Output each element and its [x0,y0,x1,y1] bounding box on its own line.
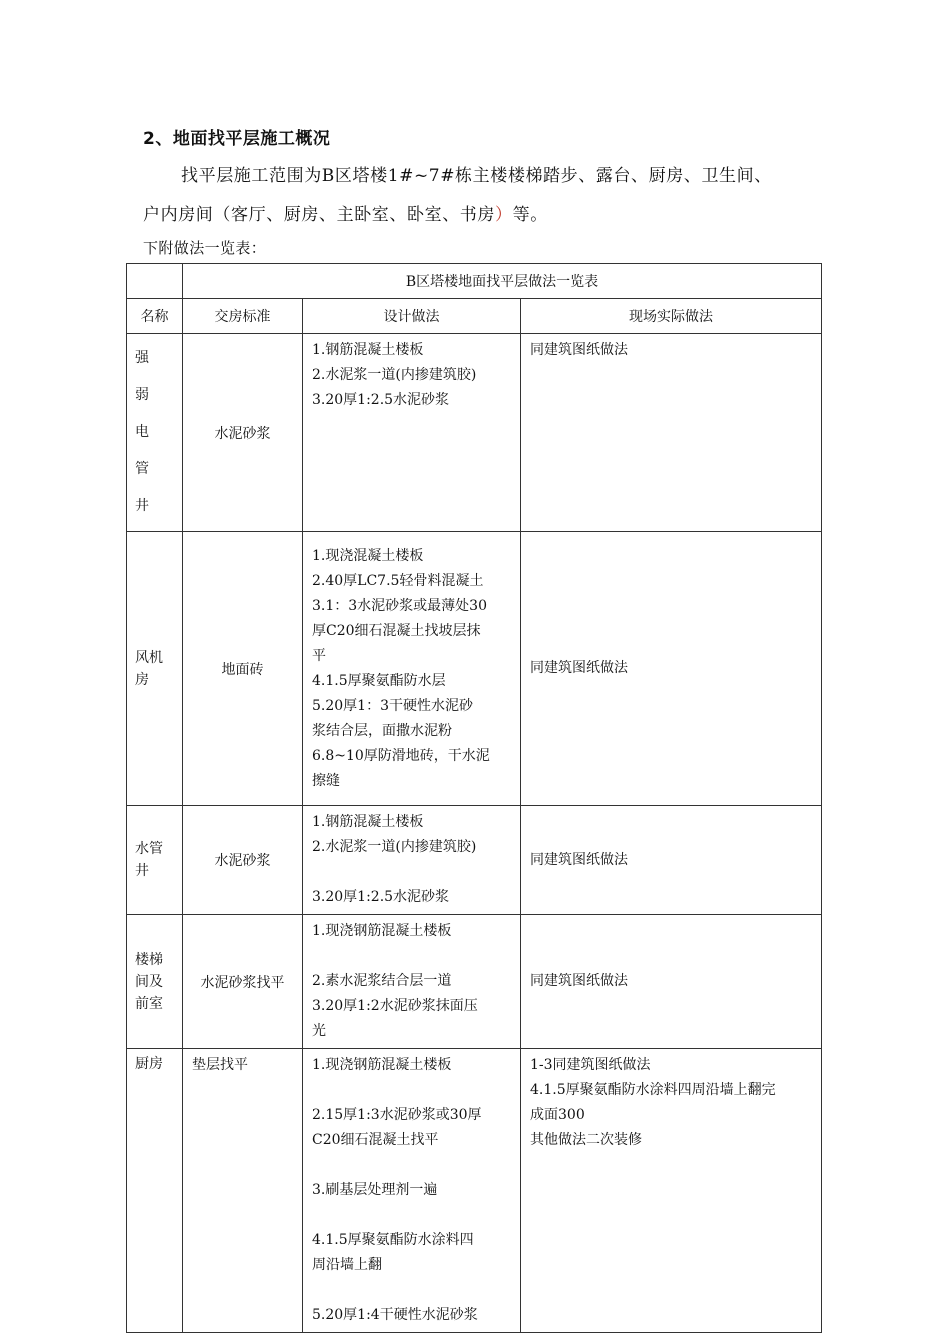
standard-cell [183,334,303,532]
design-line: 浆结合层，面撒水泥粉 [312,722,452,739]
section-heading: 2、地面找平层施工概况 [143,129,331,149]
actual-line: 成面300 [530,1107,585,1123]
header-name: 名称 [127,299,183,334]
standard-text: 地面砖 [221,661,264,678]
design-lines [303,334,520,417]
design-line: 3.20厚1:2.5水泥砂浆 [312,392,450,408]
design-line: 1.钢筋混凝土楼板 [312,814,424,830]
actual-lines [521,334,821,367]
actual-lines [521,844,821,877]
name-lines [127,838,182,882]
name-line: 电管 [135,424,163,477]
table-row [127,532,822,806]
design-line: 3.1：3水泥砂浆或最薄处30 [312,597,487,614]
name-lines [127,647,182,691]
standard-cell [183,915,303,1049]
actual-lines [521,1049,821,1157]
intro-paragraph-line-2 [143,200,548,225]
design-cell [303,806,521,915]
design-line: 周沿墙上翻 [312,1257,382,1273]
blank-line [312,860,512,885]
design-line: 2.40厚LC7.5轻骨料混凝土 [312,572,484,589]
design-cell [303,1049,521,1333]
design-line: 平 [312,647,326,664]
standard-cell [183,532,303,806]
design-line: 2.素水泥浆结合层一道 [312,973,452,989]
name-line: 厨房 [135,1056,163,1072]
name-line: 房 [135,671,149,688]
intro-text: 户内房间（客厅、厨房、主卧室、卧室、书房 [143,205,495,225]
name-line: 井 [135,863,149,879]
name-cell [127,334,183,532]
standard-cell [183,1049,303,1333]
design-line: 2.水泥浆一道(内掺建筑胶) [312,367,477,383]
design-line: 擦缝 [312,772,340,789]
design-line: 2.水泥浆一道(内掺建筑胶) [312,839,477,855]
design-line: 6.8~10厚防滑地砖，干水泥 [312,747,490,764]
design-line: 2.15厚1:3水泥砂浆或30厚 [312,1107,482,1123]
intro-paragraph-line-1: 找平层施工范围为B区塔楼1#~7#栋主楼楼梯踏步、露台、厨房、卫生间、 [181,166,772,186]
standard-text: 垫层找平 [192,1057,248,1073]
design-line: 1.现浇混凝土楼板 [312,547,424,564]
blank-line [312,944,512,969]
actual-line: 其他做法二次装修 [530,1132,642,1148]
name-cell [127,806,183,915]
design-cell [303,532,521,806]
table-caption: 下附做法一览表： [143,239,267,257]
design-cell [303,915,521,1049]
table-title: B区塔楼地面找平层做法一览表 [183,264,822,299]
blank-line [312,1203,512,1228]
design-lines [303,806,520,914]
actual-line: 4.1.5厚聚氨酯防水涂料四周沿墙上翻完 [530,1082,776,1098]
name-line: 楼梯 [135,951,163,968]
actual-line: 1-3同建筑图纸做法 [530,1057,651,1073]
design-line: 4.1.5厚聚氨酯防水涂料四 [312,1232,474,1248]
name-cell [127,915,183,1049]
actual-line: 同建筑图纸做法 [530,342,628,358]
design-line: 光 [312,1023,326,1039]
actual-line: 同建筑图纸做法 [530,851,628,868]
table-row [127,334,822,532]
name-lines [127,949,182,1015]
name-lines [127,1049,182,1075]
blank-line [312,1078,512,1103]
design-cell [303,334,521,532]
name-cell [127,1049,183,1333]
actual-cell [521,1049,822,1333]
name-line: 间及 [135,973,163,990]
standard-text: 水泥砂浆找平 [200,974,285,991]
title-row [127,264,822,299]
name-lines [127,334,182,531]
standard-text: 水泥砂浆 [214,425,271,442]
header-design: 设计做法 [303,299,521,334]
name-line: 风机 [135,649,163,666]
design-lines [303,915,520,1048]
header-actual: 现场实际做法 [521,299,822,334]
design-lines [303,1049,520,1332]
actual-cell [521,915,822,1049]
table-row [127,915,822,1049]
design-line: 1.钢筋混凝土楼板 [312,342,424,358]
design-line: 5.20厚1：3干硬性水泥砂 [312,697,473,714]
design-line: 5.20厚1:4干硬性水泥砂浆 [312,1307,478,1323]
header-standard: 交房标准 [183,299,303,334]
method-table [126,263,822,1333]
design-lines [303,540,520,798]
design-line: 1.现浇钢筋混凝土楼板 [312,1057,452,1073]
header-row [127,299,822,334]
blank-line [312,1153,512,1178]
name-line: 井 [135,498,163,514]
actual-cell [521,806,822,915]
actual-lines [521,965,821,998]
name-line: 水管 [135,841,163,857]
name-line: 前室 [135,995,163,1012]
actual-line: 同建筑图纸做法 [530,660,628,676]
actual-cell [521,532,822,806]
standard-text: 水泥砂浆 [214,853,271,869]
name-cell [127,532,183,806]
actual-line: 同建筑图纸做法 [530,973,628,989]
name-line: 强弱 [135,350,163,403]
actual-lines [521,652,821,685]
standard-cell [183,806,303,915]
design-line: C20细石混凝土找平 [312,1132,439,1148]
blank-line [312,1278,512,1303]
design-line: 4.1.5厚聚氨酯防水层 [312,672,446,689]
design-line: 3.20厚1:2水泥砂浆抹面压 [312,998,478,1014]
design-line: 3.刷基层处理剂一遍 [312,1182,438,1198]
table-row [127,1049,822,1333]
actual-cell [521,334,822,532]
table-row [127,806,822,915]
title-blank-cell [127,264,183,299]
design-line: 厚C20细石混凝土找坡层抹 [312,622,481,639]
design-line: 1.现浇钢筋混凝土楼板 [312,923,452,939]
closing-paren: ） [495,205,513,225]
intro-text-end: 等。 [512,205,548,225]
design-line: 3.20厚1:2.5水泥砂浆 [312,889,450,905]
